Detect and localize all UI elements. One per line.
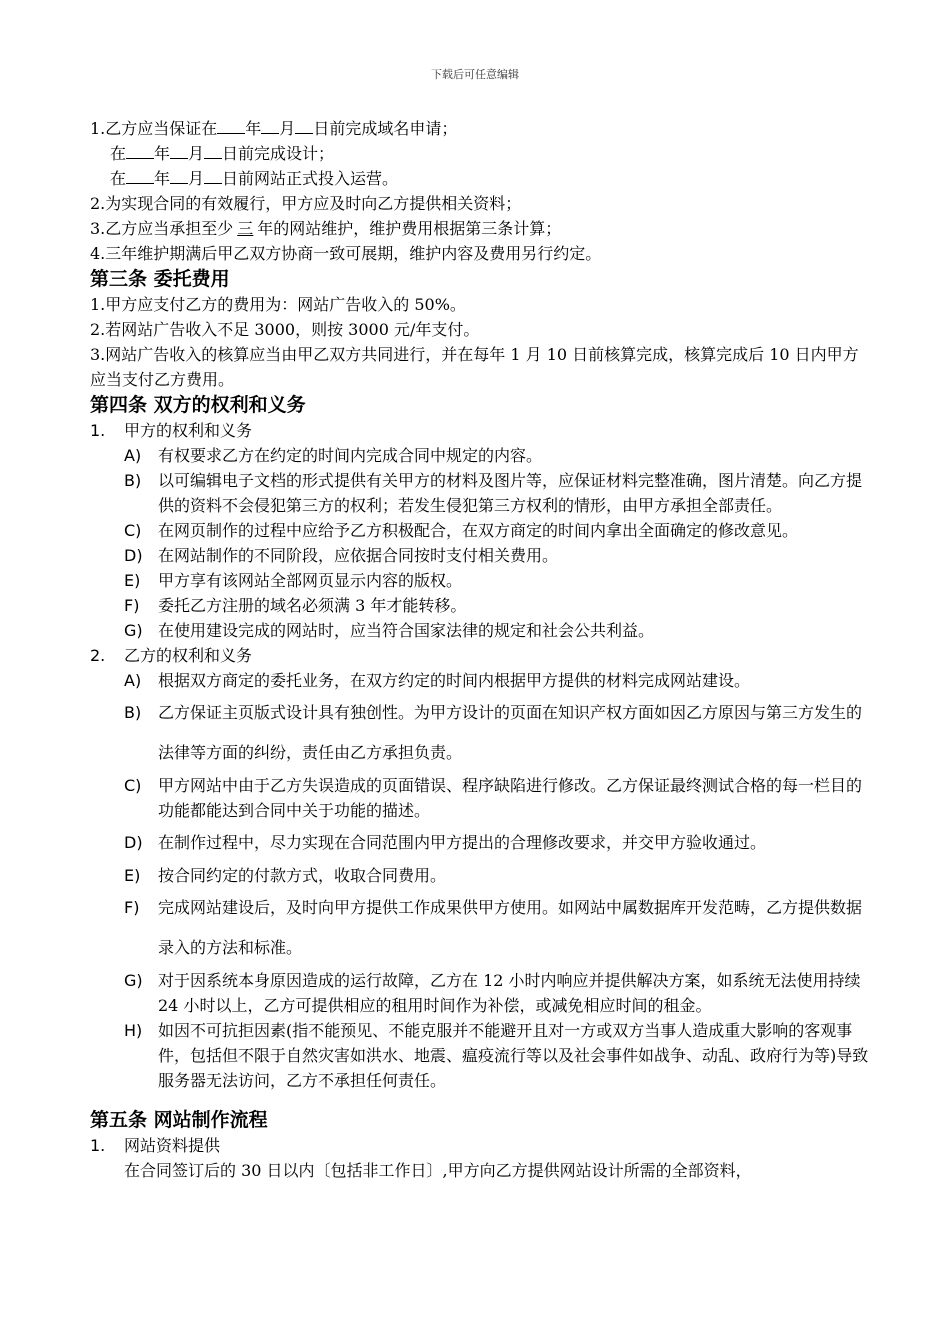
clause-line: 2.为实现合同的有效履行，甲方应及时向乙方提供相关资料； bbox=[90, 194, 522, 213]
blank-field bbox=[170, 166, 188, 184]
clause-paragraph: 3.网站广告收入的核算应当由甲乙双方共同进行，并在每年 1 月 10 日前核算完成，核算完成后 10 日内甲方应当支付乙方费用。 bbox=[90, 345, 859, 389]
list-item: B) 乙方保证主页版式设计具有独创性。为甲方设计的页面在知识产权方面如因乙方原因与第三方发生的法律等方面的纠纷，责任由乙方承担负责。 bbox=[124, 703, 863, 762]
clause-line: 3.乙方应当承担至少 三 年的网站维护，维护费用根据第三条计算； bbox=[90, 219, 562, 238]
list-item: B) 以可编辑电子文档的形式提供有关甲方的材料及图片等，应保证材料完整准确，图片清楚。向乙方提供的资料不会侵犯第三方的权利；若发生侵犯第三方权利的情形，由甲方承担全部责任。 bbox=[124, 471, 863, 515]
list-item: F) 委托乙方注册的域名必须满 3 年才能转移。 bbox=[124, 596, 467, 615]
list-item: F) 完成网站建设后，及时向甲方提供工作成果供甲方使用。如网站中属数据库开发范畴，乙方提供数据录入的方法和标准。 bbox=[124, 898, 863, 957]
list-item: E) 按合同约定的付款方式，收取合同费用。 bbox=[124, 866, 447, 885]
list-item: A) 根据双方商定的委托业务，在双方约定的时间内根据甲方提供的材料完成网站建设。 bbox=[124, 671, 751, 690]
list-heading: 2. 乙方的权利和义务 bbox=[90, 643, 872, 668]
blank-field bbox=[217, 116, 245, 134]
list-heading: 1. 网站资料提供 bbox=[90, 1133, 872, 1158]
clause-line: 在 年 月 日前网站正式投入运营。 bbox=[90, 166, 872, 191]
section-title: 第五条 网站制作流程 bbox=[90, 1109, 268, 1131]
section-title: 第四条 双方的权利和义务 bbox=[90, 394, 306, 416]
blank-field bbox=[126, 141, 154, 159]
clause-line: 在合同签订后的 30 日以内〔包括非工作日〕,甲方向乙方提供网站设计所需的全部资料， bbox=[124, 1161, 752, 1180]
blank-field bbox=[261, 116, 279, 134]
list-number: 1. bbox=[90, 1136, 106, 1155]
list-item: D) 在制作过程中，尽力实现在合同范围内甲方提出的合理修改要求，并交甲方验收通过。 bbox=[124, 833, 767, 852]
list-item: A) 有权要求乙方在约定的时间内完成合同中规定的内容。 bbox=[124, 446, 543, 465]
list-item: E) 甲方享有该网站全部网页显示内容的版权。 bbox=[124, 571, 463, 590]
clause-line: 1.甲方应支付乙方的费用为：网站广告收入的 50%。 bbox=[90, 295, 466, 314]
clause-line: 4.三年维护期满后甲乙双方协商一致可展期，维护内容及费用另行约定。 bbox=[90, 244, 602, 263]
list-number: 2. bbox=[90, 646, 106, 665]
list-item: G) 在使用建设完成的网站时，应当符合国家法律的规定和社会公共利益。 bbox=[124, 621, 655, 640]
list-number: 1. bbox=[90, 421, 106, 440]
clause-line: 在 年 月 日前完成设计； bbox=[90, 141, 872, 166]
blank-field bbox=[204, 141, 222, 159]
blank-field bbox=[204, 166, 222, 184]
document-body bbox=[90, 116, 872, 1183]
list-item: C) 在网页制作的过程中应给予乙方积极配合，在双方商定的时间内拿出全面确定的修改意见。 bbox=[124, 521, 799, 540]
blank-field bbox=[170, 141, 188, 159]
list-item: D) 在网站制作的不同阶段，应依据合同按时支付相关费用。 bbox=[124, 546, 559, 565]
list-item: C) 甲方网站中由于乙方失误造成的页面错误、程序缺陷进行修改。乙方保证最终测试合格的每一栏目的功能都能达到合同中关于功能的描述。 bbox=[124, 776, 863, 820]
list-item: H) 如因不可抗拒因素(指不能预见、不能克服并不能避开且对一方或双方当事人造成重大影响的客观事件，包括但不限于自然灾害如洪水、地震、瘟疫流行等以及社会事件如战争、动乱、政府行为等)导致服务器无法访问，乙方不承担任何责任。 bbox=[124, 1021, 869, 1090]
clause-line: 2.若网站广告收入不足 3000，则按 3000 元/年支付。 bbox=[90, 320, 480, 339]
page-header: 下载后可任意编辑 bbox=[431, 68, 519, 81]
clause-line: 1.乙方应当保证在 年 月 日前完成域名申请； bbox=[90, 116, 872, 141]
list-heading: 1. 甲方的权利和义务 bbox=[90, 418, 872, 443]
blank-field bbox=[126, 166, 154, 184]
section-title: 第三条 委托费用 bbox=[90, 268, 230, 290]
blank-field bbox=[295, 116, 313, 134]
underlined-value: 三 bbox=[237, 219, 254, 238]
list-item: G) 对于因系统本身原因造成的运行故障，乙方在 12 小时内响应并提供解决方案，如系统无法使用持续 24 小时以上，乙方可提供相应的租用时间作为补偿，或减免相应时间的租金。 bbox=[124, 971, 861, 1015]
